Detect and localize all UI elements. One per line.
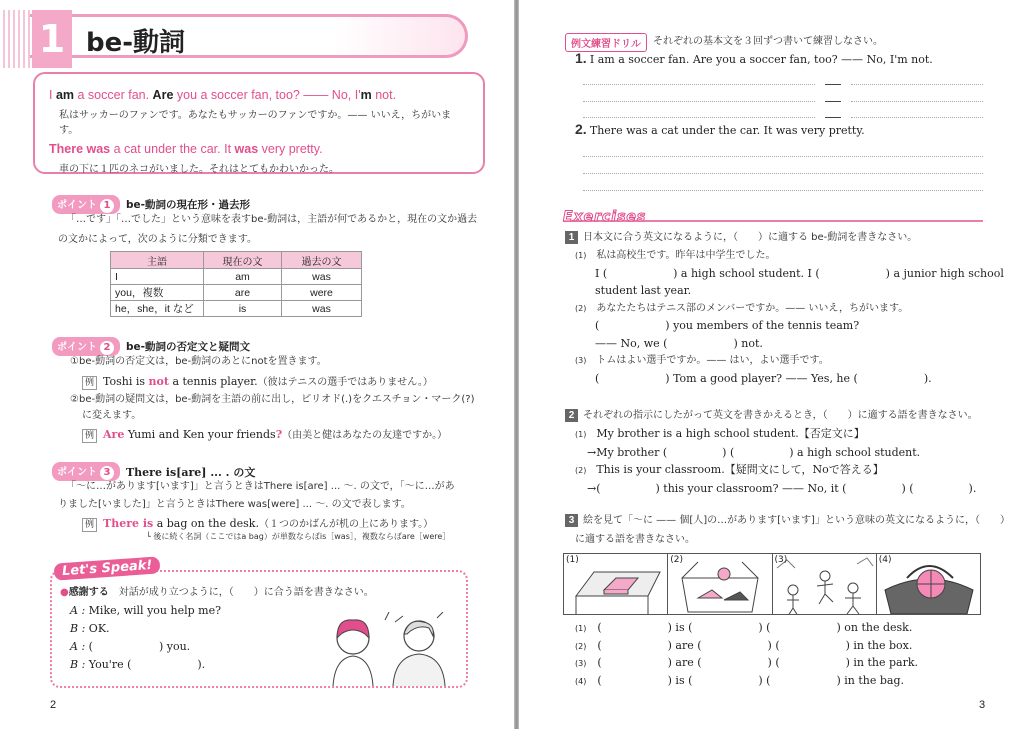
- speaker: B :: [70, 622, 86, 635]
- sentence-run: I: [49, 88, 56, 102]
- item-english: student last year.: [595, 284, 692, 297]
- lets-speak-title: Let's Speak!: [54, 556, 161, 580]
- table-row: [111, 285, 362, 301]
- example-text: Toshi is: [103, 375, 149, 388]
- sentence-run: am: [55, 88, 75, 102]
- list-item: [575, 352, 1004, 370]
- item-japanese: あなたたちはテニス部のメンバーですか。—— いいえ，ちがいます。: [596, 302, 909, 314]
- page-number: 3: [979, 699, 986, 711]
- chapter-header: [0, 10, 468, 60]
- exercises-heading: [563, 206, 983, 225]
- question-1-instruction: [565, 228, 917, 248]
- table-cell: was: [282, 269, 362, 285]
- speak-instruction-text: 対話が成り立つように，（ ）に合う語を書きなさい。: [118, 587, 374, 598]
- dialogue: [70, 602, 221, 674]
- item-number: (2): [575, 641, 587, 651]
- picture-2: [668, 554, 772, 614]
- item-english: ( ) are ( ) ( ) in the park.: [597, 656, 919, 669]
- item-english: ( ) are ( ) ( ) in the box.: [597, 638, 913, 652]
- writing-dash: [825, 101, 841, 102]
- key-sentence-2: [49, 142, 469, 156]
- sentence-run: m: [360, 88, 372, 102]
- table-header: 過去の文: [282, 252, 362, 269]
- speaker: B :: [70, 658, 86, 671]
- picture-strip: [563, 553, 981, 615]
- sentence-run: was: [234, 142, 259, 156]
- writing-line: [851, 84, 983, 85]
- writing-line: [583, 190, 983, 191]
- point-3-title: There is[are] ... . の文: [126, 465, 256, 479]
- dialogue-line: [70, 656, 221, 674]
- example-highlight: ?: [275, 428, 283, 441]
- picture-number: (1): [566, 555, 579, 565]
- picture-number: (3): [774, 555, 788, 565]
- writing-line: [851, 101, 983, 102]
- drill-text: I am a soccer fan. Are you a soccer fan, too? —— No, I'm not.: [589, 53, 933, 66]
- picture-number: (2): [670, 555, 683, 565]
- point-label: ポイント: [57, 342, 97, 353]
- writing-line: [583, 101, 815, 102]
- point-1-title: be-動詞の現在形・過去形: [126, 199, 250, 211]
- instruction-text: 日本文に合う英文になるように，（ ）に適する be-動詞を書きなさい。: [583, 232, 918, 243]
- dialogue-line: [70, 638, 221, 656]
- example-translation: （由美と健はあなたの友達ですか。）: [282, 430, 448, 441]
- table-cell: am: [204, 269, 282, 285]
- example-label: 例: [82, 429, 97, 443]
- speaker: A :: [70, 604, 86, 617]
- key-sentence-2-translation: 車の下に１匹のネコがいました。それはとてもかわいかった。: [59, 164, 339, 175]
- example-text: a bag on the desk.: [153, 517, 259, 530]
- question-2-instruction: [565, 406, 978, 426]
- line-text: OK.: [88, 622, 110, 635]
- drill-text: There was a cat under the car. It was very pretty.: [589, 124, 865, 137]
- list-item: [575, 637, 918, 655]
- point-2-text-2: ②be-動詞の疑問文は，be-動詞を主語の前に出し，ピリオド(.)をクエスチョン・マーク(?): [70, 394, 475, 405]
- item-english: ( ) you members of the tennis team?: [595, 319, 860, 332]
- example-highlight: There is: [103, 517, 154, 530]
- item-english: →( ) this your classroom? —— No, it ( ) ( ).: [587, 481, 977, 495]
- exercises-title: Exercises: [563, 209, 647, 225]
- instruction-text: それぞれの指示にしたがって英文を書きかえるとき，（ ）に適する語を書きなさい。: [583, 410, 978, 421]
- instruction-text: 絵を見て「～に —— 個[人]の…があります[います]」という意味の英文になるように，（ ）: [583, 515, 1010, 526]
- table-cell: you，複数: [111, 285, 204, 301]
- table-cell: were: [282, 285, 362, 301]
- speaker: A :: [70, 640, 86, 653]
- point-2-text-1: ①be-動詞の否定文は，be-動詞のあとにnotを置きます。: [70, 356, 327, 367]
- point-1-text-1: 「…です」「…でした」という意味を表すbe-動詞は，主語が何であるかと，現在の文か過去: [66, 214, 478, 225]
- item-number: (1): [575, 624, 587, 633]
- speak-instruction: [60, 583, 374, 603]
- point-number: 1: [100, 199, 114, 213]
- example-highlight: not: [148, 375, 169, 388]
- drill-number: 1.: [575, 50, 587, 66]
- example-highlight: Are: [103, 428, 125, 441]
- list-item: [575, 425, 976, 444]
- picture-number: (4): [878, 555, 892, 565]
- example-translation: （１つのかばんが机の上にあります。）: [258, 519, 434, 530]
- line-text: You're ( ).: [88, 658, 206, 671]
- question-2-items: [575, 425, 976, 497]
- left-page: [0, 0, 514, 729]
- item-number: (3): [575, 659, 587, 668]
- speak-instruction-bold: 感謝する: [68, 587, 109, 598]
- key-sentences-box: [33, 72, 485, 174]
- item-number: (1): [575, 251, 587, 260]
- chapter-number: 1: [32, 10, 72, 68]
- point-1-text-2: の文かによって，次のように分類できます。: [58, 234, 257, 245]
- cakes-in-box-icon: [668, 554, 772, 614]
- note-text: 後に続く名詞（ここではa bag）が単数ならばis［was］，複数ならばare［were］: [153, 532, 451, 541]
- bullet-icon: ●: [60, 587, 69, 598]
- question-3-items: [575, 619, 918, 689]
- children-in-park-icon: [773, 554, 877, 614]
- example-translation: （彼はテニスの選手ではありません。）: [257, 377, 433, 388]
- point-number: 3: [100, 466, 114, 480]
- writing-line: [583, 84, 815, 85]
- table-cell: are: [204, 285, 282, 301]
- writing-line: [851, 117, 983, 118]
- item-english: —— No, we ( ) not.: [595, 336, 763, 350]
- point-2-text-3: に変えます。: [82, 410, 142, 421]
- key-sentence-1-translation: 私はサッカーのファンです。あなたもサッカーのファンですか。—— いいえ，ちがいます。: [59, 110, 452, 136]
- point-3-text-2: りました[いました]」と言うときはThere was[were] ... ～. の文で表します。: [58, 499, 411, 510]
- point-3-note: └ 後に続く名詞（ここではa bag）が単数ならばis［was］，複数ならばare［were］: [146, 532, 451, 541]
- writing-dash: [825, 84, 841, 85]
- right-page: [519, 0, 1033, 729]
- point-2-example-2: [82, 425, 447, 446]
- example-label: 例: [82, 518, 97, 532]
- example-text: Yumi and Ken your friends: [124, 428, 276, 441]
- two-people-illustration: [325, 612, 455, 686]
- list-item: [575, 654, 918, 672]
- item-number: (3): [575, 356, 587, 365]
- question-number: 3: [565, 514, 578, 527]
- item-english: ( ) is ( ) ( ) in the bag.: [597, 673, 904, 687]
- question-number: 1: [565, 231, 578, 244]
- writing-line: [583, 173, 983, 174]
- table-row: [111, 269, 362, 285]
- drill-instruction: それぞれの基本文を３回ずつ書いて練習しなさい。: [653, 36, 883, 47]
- picture-1: [564, 554, 668, 614]
- item-number: (2): [575, 303, 587, 313]
- sentence-run: not.: [371, 88, 397, 102]
- books-on-desk-icon: [564, 554, 668, 614]
- header-stripes: [0, 10, 32, 68]
- table-cell: is: [204, 301, 282, 317]
- point-3-text-1: 「～に…があります[います]」と言うときはThere is[are] ... ～. の文で，「～に…があ: [66, 481, 455, 492]
- question-1-items: [575, 247, 1004, 387]
- sentence-run: a soccer fan.: [74, 88, 153, 102]
- point-label: ポイント: [57, 200, 97, 211]
- list-item: [575, 672, 918, 690]
- question-number: 2: [565, 409, 578, 422]
- item-japanese: 私は高校生です。昨年は中学生でした。: [596, 250, 776, 261]
- drill-sentence-1: [575, 50, 933, 71]
- item-english: This is your classroom.【疑問文にして，Noで答える】: [596, 463, 884, 476]
- ball-in-bag-icon: [877, 554, 980, 614]
- drill-number: 2.: [575, 121, 587, 137]
- item-japanese: トムはよい選手ですか。—— はい，よい選手です。: [596, 355, 829, 366]
- chapter-title: be-動詞: [86, 28, 186, 58]
- line-text: Mike, will you help me?: [88, 604, 221, 617]
- item-number: (1): [575, 430, 587, 439]
- point-number: 2: [100, 341, 114, 355]
- table-cell: I: [111, 269, 204, 285]
- item-english: ( ) is ( ) ( ) on the desk.: [597, 621, 913, 634]
- list-item: [575, 619, 918, 637]
- picture-4: [877, 554, 980, 614]
- item-number: (4): [575, 676, 587, 686]
- point-2-title: be-動詞の否定文と疑問文: [126, 341, 250, 353]
- table-row: [111, 301, 362, 317]
- list-item: [575, 247, 1004, 265]
- sentence-run: Are: [152, 88, 174, 102]
- item-english: I ( ) a high school student. I ( ) a junior high school: [595, 266, 1004, 280]
- question-3-instruction: [565, 511, 1010, 531]
- item-english: →My brother ( ) ( ) a high school student.: [587, 445, 921, 459]
- dialogue-line: [70, 620, 221, 638]
- drill-label: 例文練習ドリル: [565, 33, 647, 52]
- be-verb-table: [110, 251, 362, 317]
- writing-dash: [825, 117, 841, 118]
- picture-3: [773, 554, 877, 614]
- item-english: ( ) Tom a good player? —— Yes, he ( ).: [595, 371, 932, 385]
- question-3-instruction-2: に適する語を書きなさい。: [575, 534, 695, 545]
- list-item: [575, 461, 976, 480]
- item-english: My brother is a high school student.【否定文に】: [596, 427, 865, 440]
- sentence-run: you a soccer fan, too? —— No, I': [173, 88, 361, 102]
- item-number: (2): [575, 466, 587, 475]
- sentence-run: a cat under the car. It: [110, 142, 235, 156]
- writing-line: [583, 117, 815, 118]
- list-item: [575, 300, 1004, 318]
- sentence-run: very pretty.: [258, 142, 323, 156]
- table-header: 主語: [111, 252, 204, 269]
- table-header: 現在の文: [204, 252, 282, 269]
- writing-line: [583, 156, 983, 157]
- page-number: 2: [50, 699, 57, 711]
- table-cell: was: [282, 301, 362, 317]
- example-text: a tennis player.: [168, 375, 258, 388]
- dialogue-line: [70, 602, 221, 620]
- point-label: ポイント: [57, 467, 97, 478]
- key-sentence-1: [49, 88, 469, 102]
- line-text: ( ) you.: [88, 640, 191, 653]
- sentence-run: There was: [49, 142, 111, 156]
- drill-sentence-2: [575, 121, 865, 142]
- table-cell: he，she，it など: [111, 301, 204, 317]
- example-label: 例: [82, 376, 97, 390]
